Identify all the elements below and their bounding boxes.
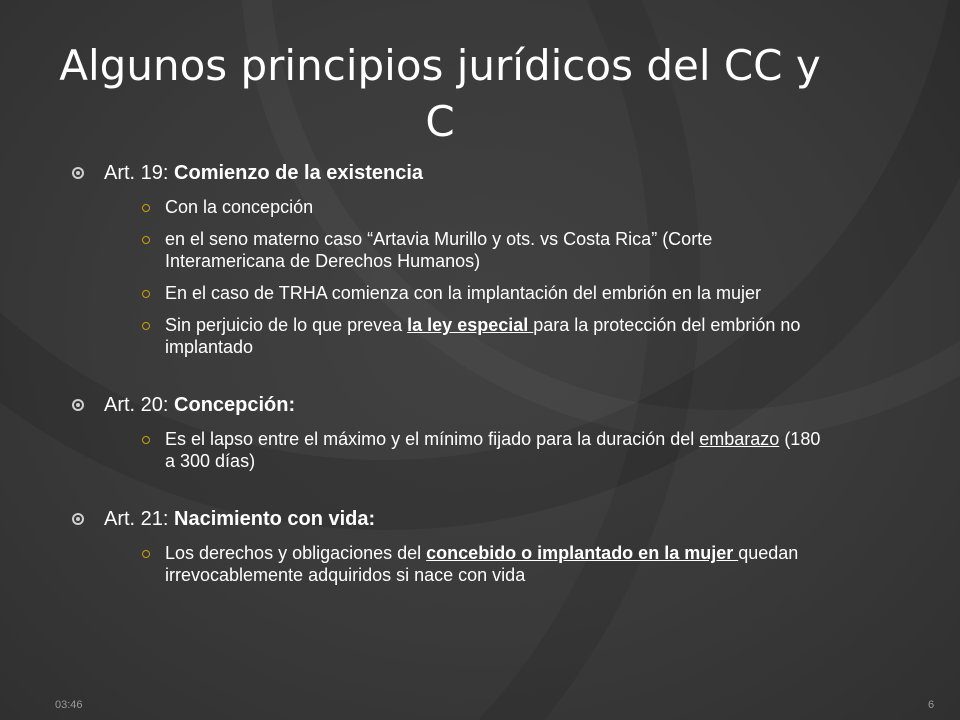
bullet-art-20	[72, 392, 832, 418]
sub-bullet	[72, 428, 832, 472]
sub-bullet-text: Los derechos y obligaciones del	[165, 543, 427, 563]
slide-body	[72, 160, 832, 586]
bullet-icon	[72, 399, 84, 411]
sub-bullet-text: en el seno materno caso “Artavia Murillo y ots. vs Costa Rica” (Corte Interamericana de Derechos Humanos)	[165, 229, 713, 271]
sub-bullet	[72, 228, 832, 272]
embarazo-link[interactable]: embarazo	[699, 429, 780, 449]
sub-bullet	[72, 314, 832, 358]
concebido-link[interactable]: concebido o implantado en la mujer	[426, 543, 739, 563]
sub-bullet-icon	[142, 436, 150, 444]
sub-bullet-icon	[142, 236, 150, 244]
article-heading: Nacimiento con vida:	[174, 508, 376, 530]
article-heading: Concepción:	[174, 394, 296, 416]
bullet-icon	[72, 513, 84, 525]
slide-number: 6	[928, 699, 935, 711]
sub-bullet	[72, 282, 832, 304]
sub-bullet-icon	[142, 290, 150, 298]
sub-bullet	[72, 196, 832, 218]
article-heading: Comienzo de la existencia	[174, 162, 424, 184]
article-prefix: Art. 20:	[104, 394, 175, 416]
sub-bullet-icon	[142, 204, 150, 212]
bullet-art-21	[72, 506, 832, 532]
sub-bullet-icon	[142, 322, 150, 330]
ley-especial-link[interactable]: la ley especial	[407, 315, 534, 335]
sub-bullet	[72, 542, 832, 586]
sub-bullet-text: En el caso de TRHA comienza con la implantación del embrión en la mujer	[165, 283, 761, 303]
sub-bullet-text: Sin perjuicio de lo que prevea	[165, 315, 408, 335]
article-prefix: Art. 19:	[104, 162, 175, 184]
sub-bullet-text: Es el lapso entre el máximo y el mínimo fijado para la duración del	[165, 429, 700, 449]
article-prefix: Art. 21:	[104, 508, 175, 530]
slide-title: Algunos principios jurídicos del CC y C	[59, 41, 821, 146]
sub-bullet-text: (180 a 300 días)	[165, 429, 821, 471]
sub-bullet-icon	[142, 550, 150, 558]
sub-bullet-text: Con la concepción	[165, 197, 314, 217]
footer-date: 03:46	[55, 699, 83, 711]
sub-bullet-text: para la protección del embrión no implantado	[165, 315, 801, 357]
bullet-art-19	[72, 160, 832, 186]
sub-bullet-text: quedan irrevocablemente adquiridos si nace con vida	[165, 543, 799, 585]
bullet-icon	[72, 167, 84, 179]
